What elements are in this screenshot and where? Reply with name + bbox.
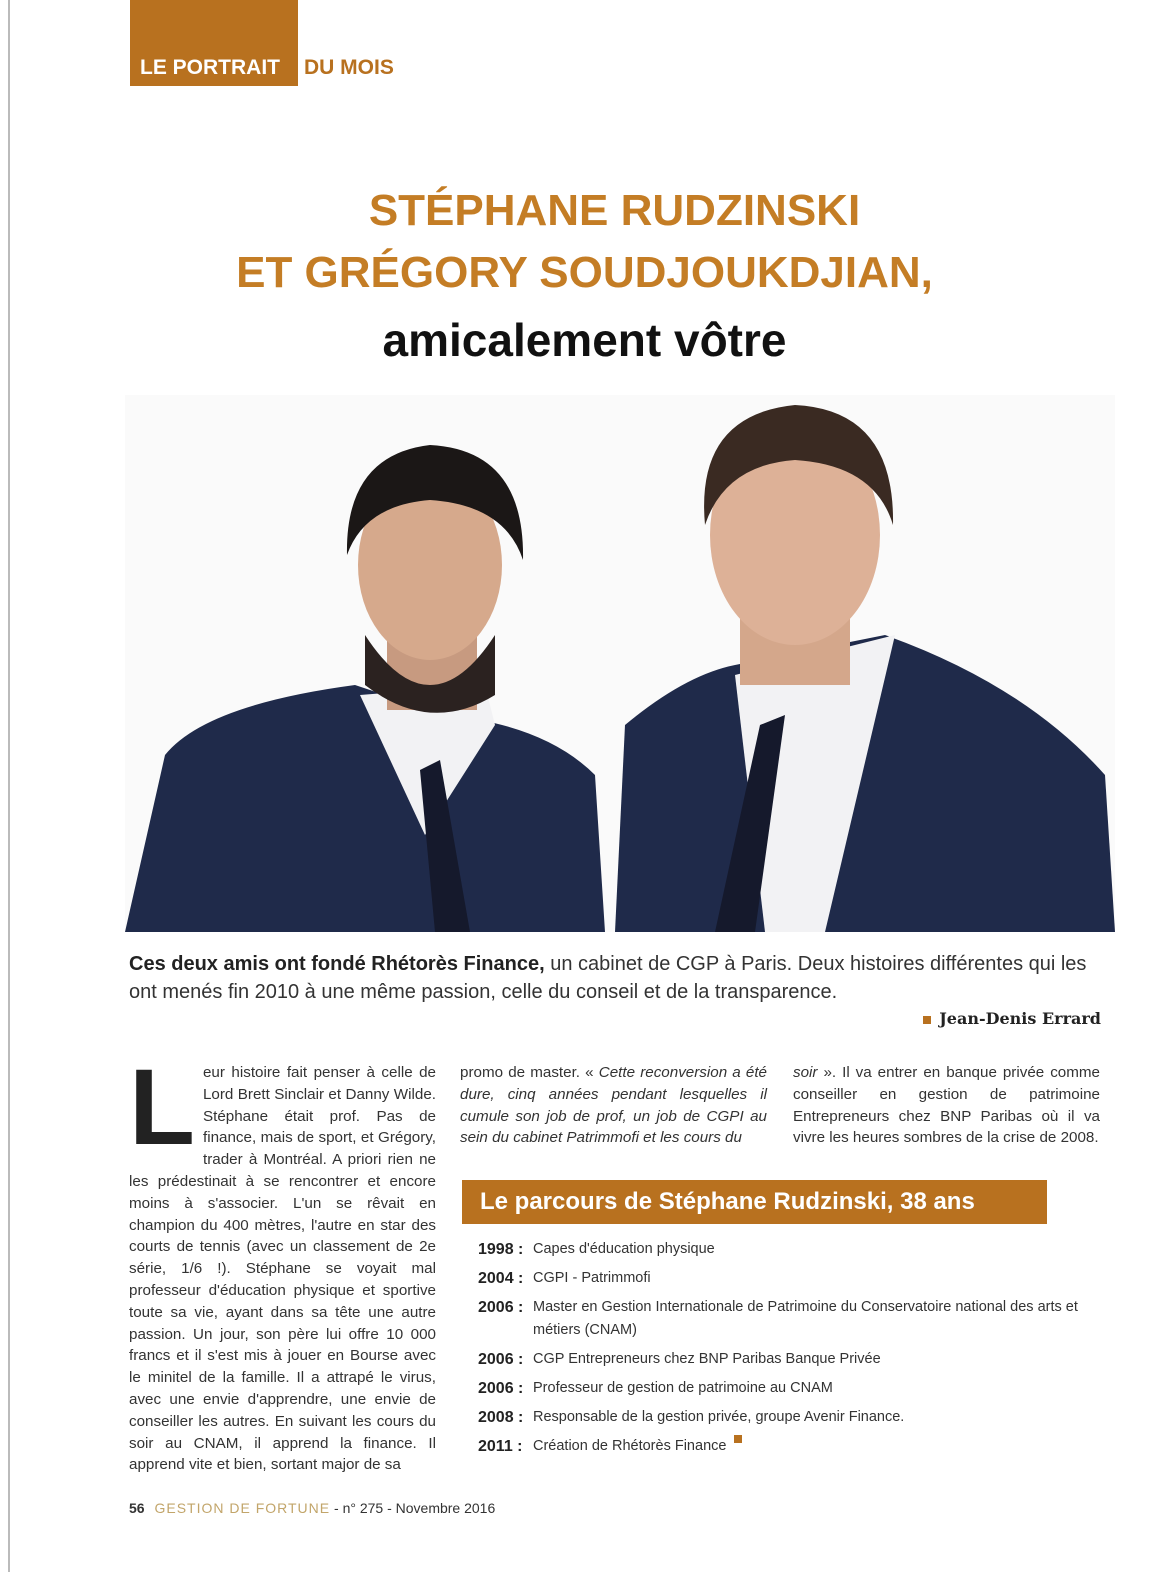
magazine-name: GESTION DE FORTUNE [154,1500,331,1516]
column-text: ». Il va entrer en banque privée comme conseiller en gestion de patrimoine Entrepreneurs chez BNP Paribas où il va vivre les heures sombres de la crise de 2008. [793,1064,1100,1147]
page-number: 56 [129,1500,145,1516]
timeline-year: 1998 : [478,1241,524,1258]
timeline-year: 2006 : [478,1351,524,1368]
column-text: eur histoire fait penser à celle de Lord Brett Sinclair et Danny Wilde. Stéphane était prof. Pas de finance, mais de sport, et Grégory, trader à Montréal. A priori rien ne les prédestinait à se rencontrer et encore moins à s'associer. L'un se rêvait en champion du 400 mètres, l'autre en star des courts de tennis (avec un classement de 2e série, 1/6 !). Stéphane se voyait mal professeur d'éducation physique et sportive toute sa vie, ayant dans sa tête une autre passion. Un jour, son père lui offre 10 000 francs et il s'est mis à jouer en Bourse avec le minitel de la famille. Il a attrapé le virus, avec une envie d'apprendre, une envie de conseiller les autres. En suivant les cours du soir au CNAM, il apprend la finance. Il apprend vite et bien, sortant major de sa [129,1064,436,1474]
timeline-item [478,1406,1102,1429]
timeline-item [478,1267,1102,1290]
bullet-square-icon [923,1016,931,1024]
lead-bold: Ces deux amis ont fondé Rhétorès Finance, [129,953,545,975]
body-column-3 [793,1062,1100,1149]
timeline-year: 2004 : [478,1270,524,1287]
timeline-text: CGP Entrepreneurs chez BNP Paribas Banque Privée [533,1351,881,1367]
quote-text: soir [793,1064,818,1081]
title-line-2: ET GRÉGORY SOUDJOUKDJIAN, [236,248,933,297]
article-lead [129,950,1104,1006]
article-title [0,180,1169,376]
body-column-1 [129,1046,436,1476]
title-subtitle: amicalement vôtre [382,314,787,366]
portrait-photo [125,395,1115,932]
timeline-text: Master en Gestion Internationale de Patrimoine du Conservatoire national des arts et métiers (CNAM) [533,1299,1078,1338]
column-text: promo de master. « [460,1064,599,1081]
issue-info: - n° 275 - Novembre 2016 [334,1500,496,1516]
timeline-item [478,1296,1102,1342]
timeline-text: Professeur de gestion de patrimoine au CNAM [533,1380,833,1396]
author-name: Jean-Denis Errard [939,1009,1101,1028]
timeline-title: Le parcours de Stéphane Rudzinski, 38 ans [462,1180,1047,1224]
timeline-item [478,1238,1102,1261]
section-rubric [130,0,394,86]
timeline-text: CGPI - Patrimmofi [533,1270,651,1286]
timeline-year: 2011 : [478,1438,523,1455]
byline [923,1009,1101,1028]
timeline-text: Responsable de la gestion privée, groupe Avenir Finance. [533,1409,905,1425]
rubric-label-secondary: DU MOIS [304,56,394,79]
career-timeline-box [462,1180,1102,1470]
page-footer [129,1500,495,1516]
timeline-list [462,1238,1102,1458]
title-line-1: STÉPHANE RUDZINSKI [368,186,861,235]
timeline-item [478,1377,1102,1400]
timeline-year: 2006 : [478,1380,524,1397]
drop-cap: L [129,1046,195,1167]
timeline-text: Création de Rhétorès Finance [533,1438,727,1454]
timeline-item [478,1435,1102,1458]
timeline-year: 2008 : [478,1409,524,1426]
timeline-item [478,1348,1102,1371]
end-square-icon [734,1435,742,1443]
body-column-2 [460,1062,767,1149]
quote-text: Cette reconversion a été dure, cinq années pendant lesquelles il cumule son job de prof, un job de CGPI au sein du cabinet Patrimmofi et les cours du [460,1064,767,1147]
timeline-year: 2006 : [478,1299,524,1316]
lead-text: un cabinet de CGP à Paris. Deux histoires différentes qui les ont menés fin 2010 à une même passion, celle du conseil et de la transparence. [129,953,1087,1003]
rubric-label: LE PORTRAIT [130,0,298,86]
timeline-text: Capes d'éducation physique [533,1241,715,1257]
